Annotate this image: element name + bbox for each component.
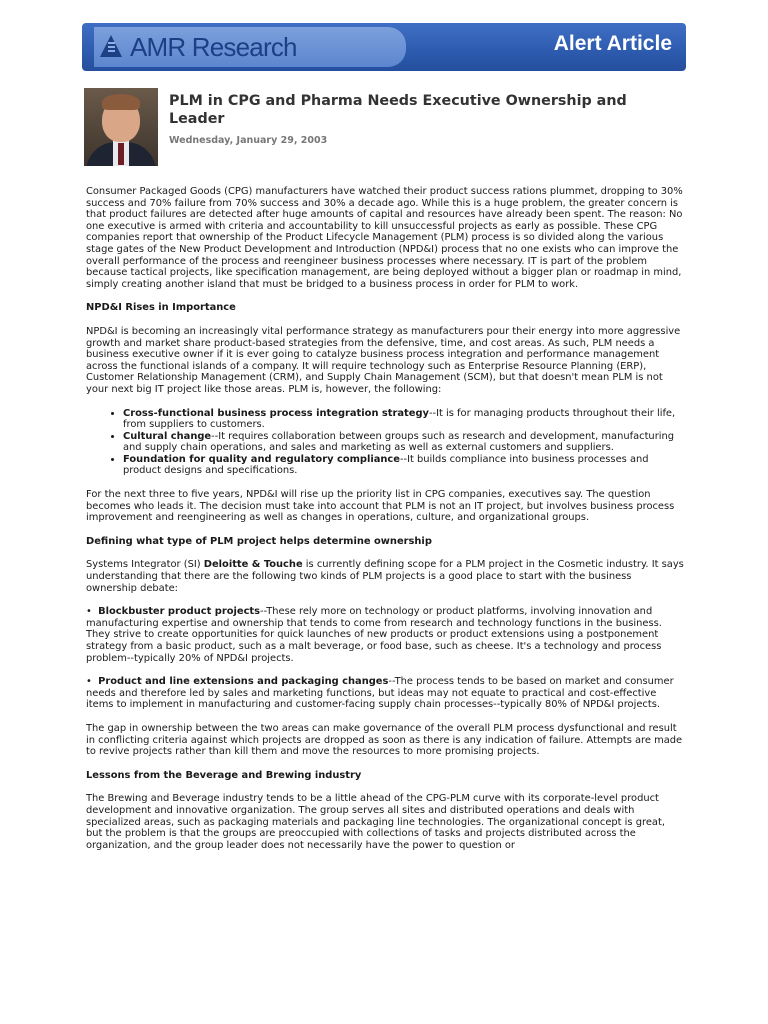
brand-name: AMR Research [130, 32, 297, 62]
paragraph-priority: For the next three to five years, NPD&I will rise up the priority list in CPG companies, executives say. The question becomes who leads it. The decision must take into account that PLM is not an IT project, but involves business process improvement and reengineering as well as changes in operations, culture, and organizational groups. [86, 489, 675, 524]
list-item: • Cultural change--It requires collaboration between groups such as research and development, manufacturing and supply chain operations, and sales and marketing as well as external customers and suppliers. [123, 431, 684, 454]
logo-stripes-icon [108, 42, 115, 44]
paragraph-blockbuster: • Blockbuster product projects--These rely more on technology or product platforms, involving innovation and manufacturing expertise and ownership that tends to come from research and technology functions in the business. They strive to create opportunities for quick launches of new products or product extensions using a postponement strategy from a basic product, such as a malt beverage, or food base, such as cheese. It's a technology and process problem--typically 20% of NPD&I projects. [86, 606, 662, 664]
paragraph-line-extensions: • Product and line extensions and packaging changes--The process tends to be based on market and consumer needs and therefore led by sales and marketing functions, but ideas may not equate to practical and cost-effective items to implement in manufacturing and customer-facing supply chain processes--typically 80% of NPD&I projects. [86, 676, 674, 711]
author-photo [84, 88, 158, 166]
section-heading-npdi: NPD&I Rises in Importance [86, 302, 236, 314]
list-item: • Foundation for quality and regulatory compliance--It builds compliance into business processes and product designs and specifications. [123, 454, 684, 477]
section-heading-ownership: Defining what type of PLM project helps determine ownership [86, 535, 432, 547]
article-body [86, 186, 684, 851]
paragraph-deloitte: Systems Integrator (SI) Deloitte & Touche is currently defining scope for a PLM project in the Cosmetic industry. It says understanding that there are the following two kinds of PLM projects is a good place to start with the business ownership debate: [86, 559, 684, 594]
section-heading-beverage: Lessons from the Beverage and Brewing industry [86, 769, 362, 781]
article-date: Wednesday, January 29, 2003 [169, 135, 328, 146]
alert-article-label: Alert Article [553, 32, 672, 55]
paragraph-beverage: The Brewing and Beverage industry tends to be a little ahead of the CPG-PLM curve with its corporate-level product development and innovative organization. The group serves all sites and distributed operations and deals with specialized areas, such as packaging materials and packaging line technologies. The organizational concept is great, but the problem is that the groups are preoccupied with collections of tasks and projects distributed across the organization, and the group leader does not necessarily have the power to question or [86, 793, 665, 851]
paragraph-gap: The gap in ownership between the two areas can make governance of the overall PLM process dysfunctional and result in conflicting criteria against which projects are dropped as soon as there is any indication of failure. Attempts are made to revive projects rather than kill them and move the resources to more promising projects. [86, 722, 683, 758]
logo-triangle-icon [100, 35, 122, 57]
article-title: PLM in CPG and Pharma Needs Executive Ownership and Leader [169, 93, 627, 127]
list-item: • Cross-functional business process integration strategy--It is for managing products throughout their life, from suppliers to customers. [123, 408, 684, 431]
paragraph-npdi: NPD&I is becoming an increasingly vital performance strategy as manufacturers pour their energy into more aggressive growth and market share product-based strategies from the defensive, time, and cost areas. As such, PLM needs a business executive owner if it is ever going to catalyze business process integration and performance management across the functional islands of a company. It will require technology such as Enterprise Resource Planning (ERP), Customer Relationship Management (CRM), and Supply Chain Management (SCM), but that doesn't mean PLM is not your next big IT project like those areas. PLM is, however, the following: [86, 325, 681, 395]
header-banner [82, 23, 686, 71]
amr-research-logo [94, 27, 406, 67]
plm-bullet-list [86, 408, 684, 478]
paragraph-intro: Consumer Packaged Goods (CPG) manufacturers have watched their product success rations plummet, dropping to 30% success and 70% failure from 70% success and 30% a decade ago. While this is a huge problem, the greater concern is that product failures are detected after huge amounts of capital and resources have already been spent. The reason: No one executive is armed with criteria and accountability to kill unsuccessful projects as early as possible. These CPG companies report that ownership of the Product Lifecycle Management (PLM) process is so divided along the various stage gates of the New Product Development and Introduction (NPD&I) process that no one exists who can improve the overall performance of the process and reengineer business processes where necessary. IT is part of the problem because tactical projects, like specification management, are being deployed without a bigger plan or roadmap in mind, simply creating another island that must be bridged to a business process in order for PLM to work. [86, 186, 683, 290]
